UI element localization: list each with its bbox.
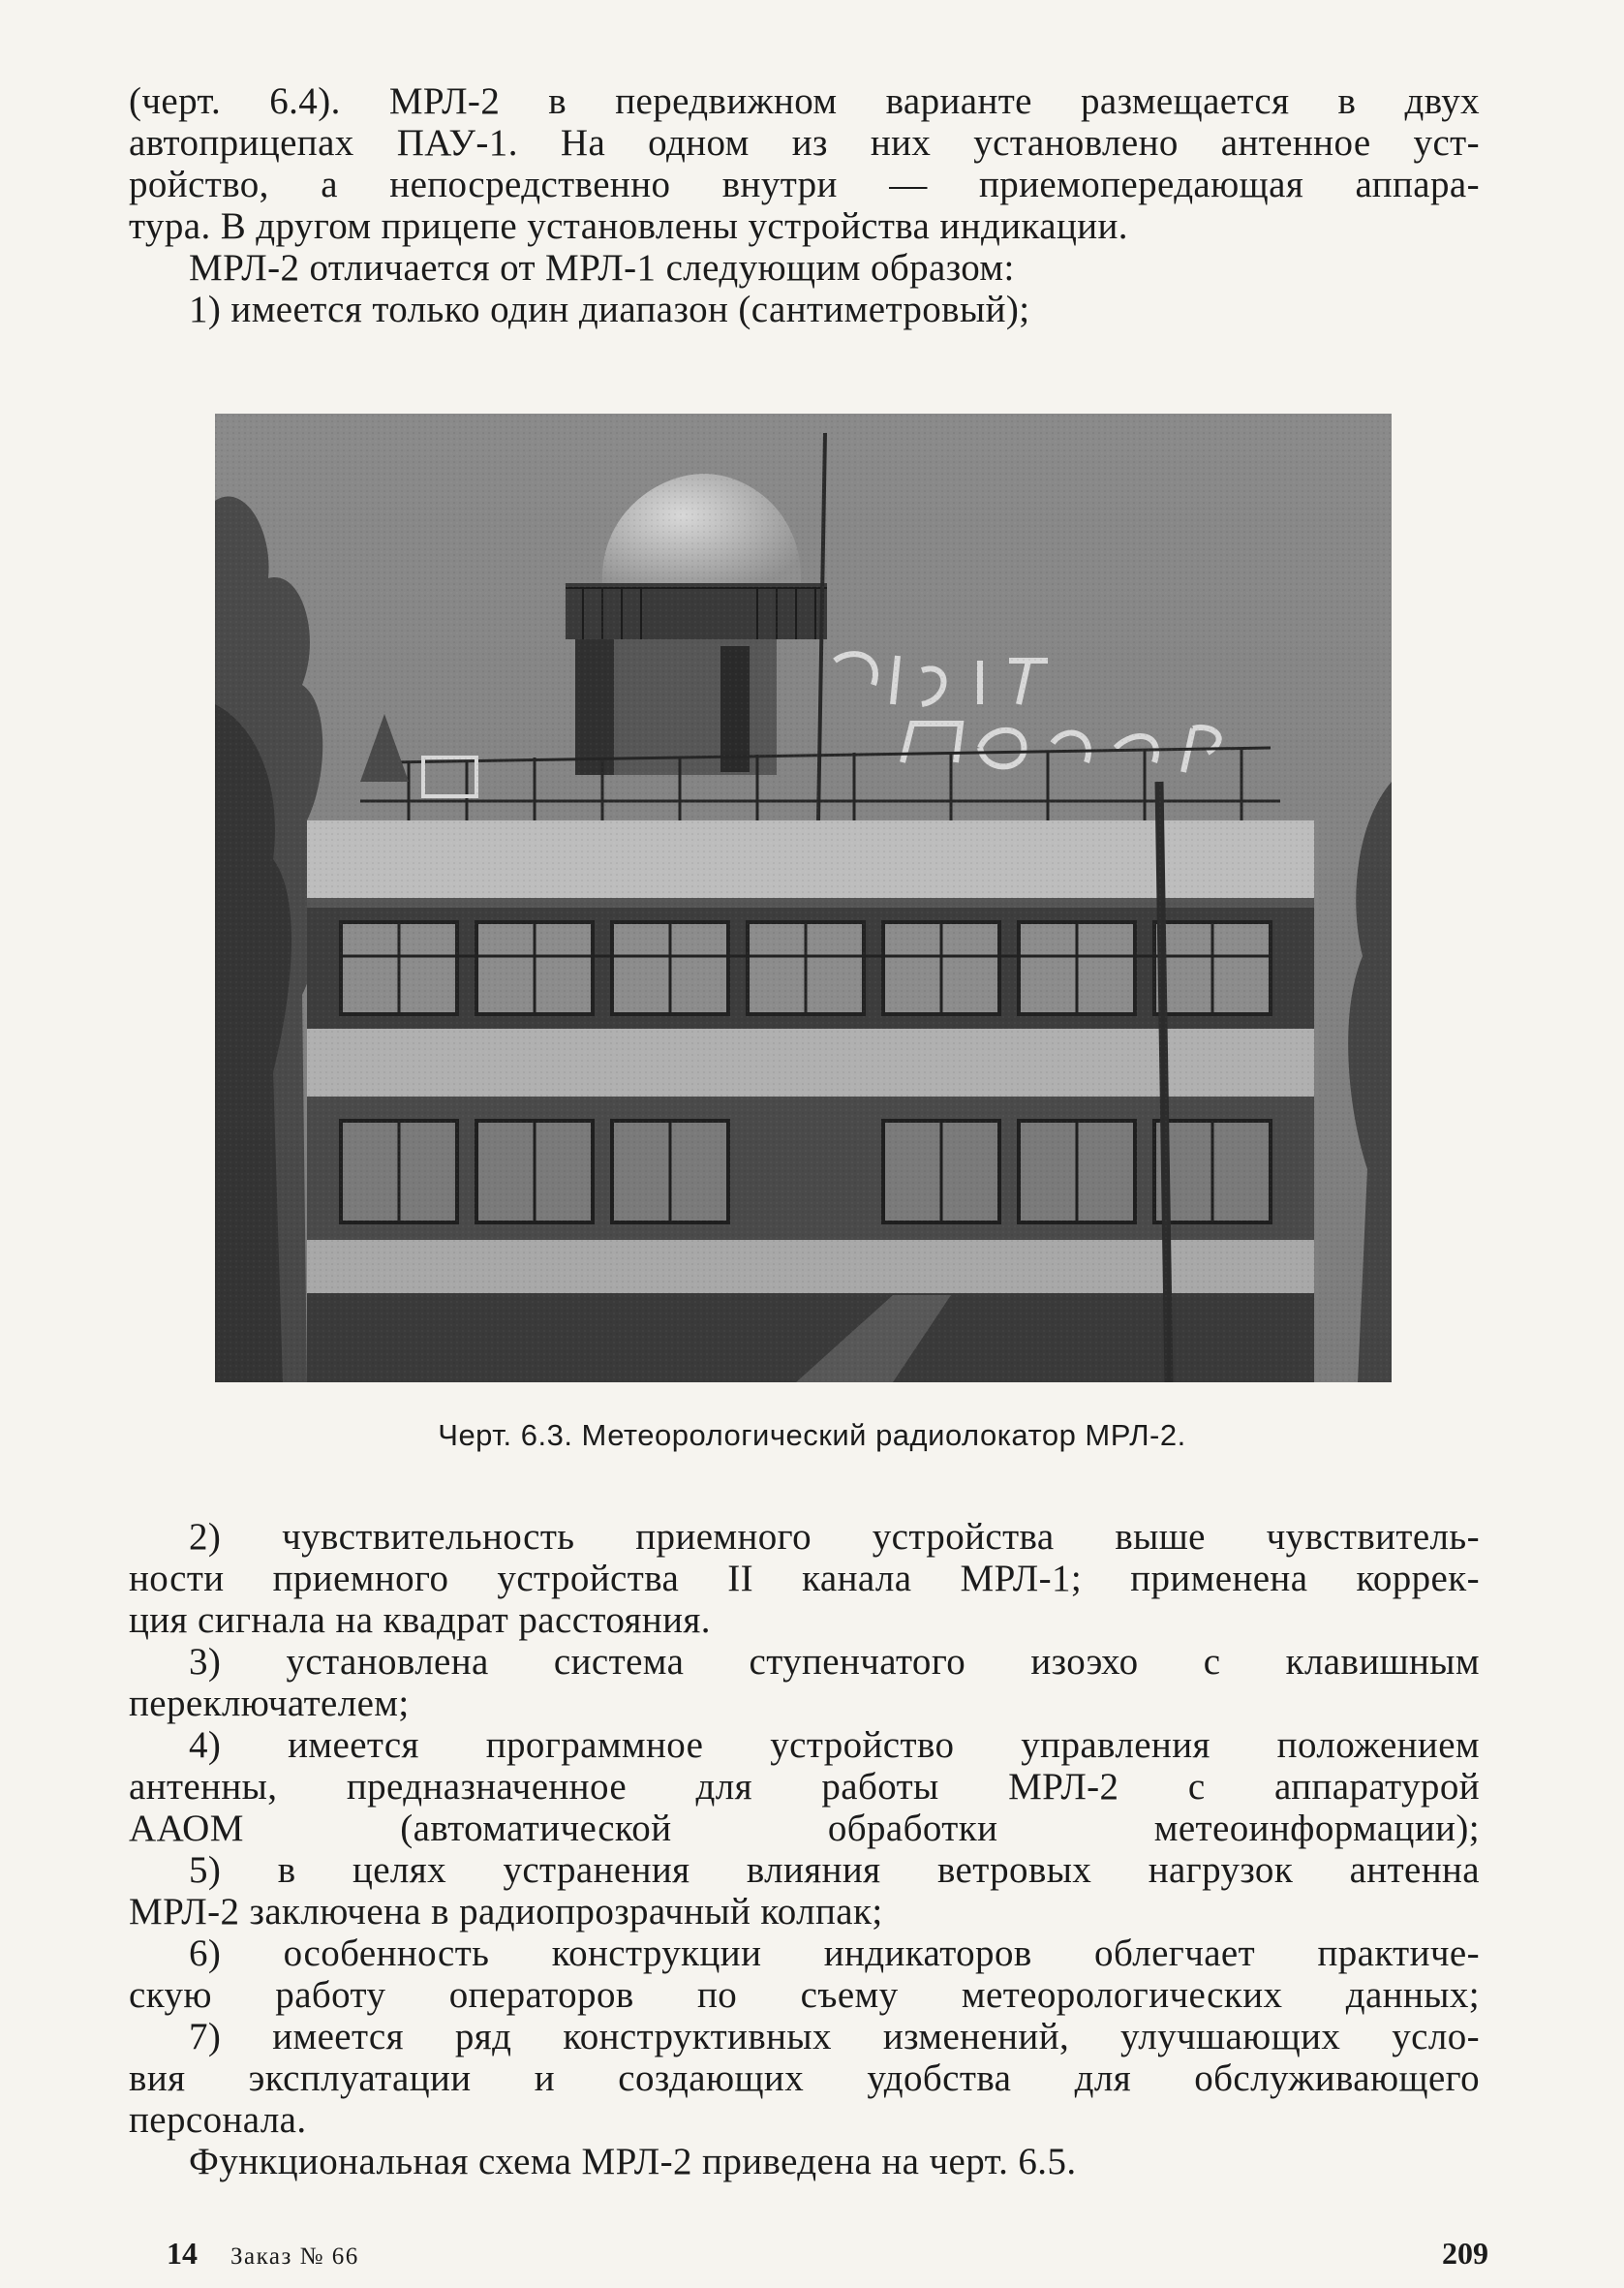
signature-number: 14 <box>167 2236 198 2271</box>
figure-caption: Черт. 6.3. Метеорологический радиолокатор МРЛ-2. <box>438 1418 1186 1452</box>
text-line: Функциональная схема МРЛ-2 приведена на черт. 6.5. <box>189 2141 1077 2182</box>
text-line: ААОМ (автоматической обработки метеоинформации); <box>129 1808 1480 1849</box>
text-line: скую работу операторов по съему метеорологических данных; <box>129 1974 1480 2016</box>
text-line: переключателем; <box>129 1683 410 1724</box>
order-number: Заказ № 66 <box>230 2243 359 2270</box>
bottom-paragraphs <box>129 1516 1480 2182</box>
figure-photo <box>215 414 1392 1382</box>
page-number: 209 <box>1442 2236 1488 2271</box>
text-line: ройство, а непосредственно внутри — приемопередающая аппара- <box>129 164 1480 205</box>
text-line: 4) имеется программное устройство управления положением <box>189 1724 1480 1766</box>
page-footer-signature <box>167 2236 359 2272</box>
text-line: антенны, предназначенное для работы МРЛ-2 с аппаратурой <box>129 1766 1480 1808</box>
radar-building-photo <box>215 414 1392 1382</box>
text-line: МРЛ-2 отличается от МРЛ-1 следующим образом: <box>189 247 1015 289</box>
text-line: ция сигнала на квадрат расстояния. <box>129 1599 711 1641</box>
text-line: 1) имеется только один диапазон (сантиметровый); <box>189 289 1030 330</box>
text-line: персонала. <box>129 2099 307 2141</box>
text-line: (черт. 6.4). МРЛ-2 в передвижном варианте размещается в двух <box>129 80 1480 122</box>
text-line: 2) чувствительность приемного устройства выше чувствитель- <box>189 1516 1480 1558</box>
text-line: 6) особенность конструкции индикаторов облегчает практиче- <box>189 1932 1480 1974</box>
text-line: 5) в целях устранения влияния ветровых нагрузок антенна <box>189 1849 1480 1891</box>
text-line: автоприцепах ПАУ-1. На одном из них установлено антенное уст- <box>129 122 1480 164</box>
text-line: тура. В другом прицепе установлены устройства индикации. <box>129 205 1128 247</box>
top-paragraphs <box>129 80 1480 330</box>
text-line: 3) установлена система ступенчатого изоэхо с клавишным <box>189 1641 1480 1683</box>
text-line: ности приемного устройства II канала МРЛ-1; применена коррек- <box>129 1558 1480 1599</box>
text-line: 7) имеется ряд конструктивных изменений, улучшающих усло- <box>189 2016 1480 2057</box>
text-line: вия эксплуатации и создающих удобства для обслуживающего <box>129 2057 1480 2099</box>
text-line: МРЛ-2 заключена в радиопрозрачный колпак; <box>129 1891 883 1932</box>
